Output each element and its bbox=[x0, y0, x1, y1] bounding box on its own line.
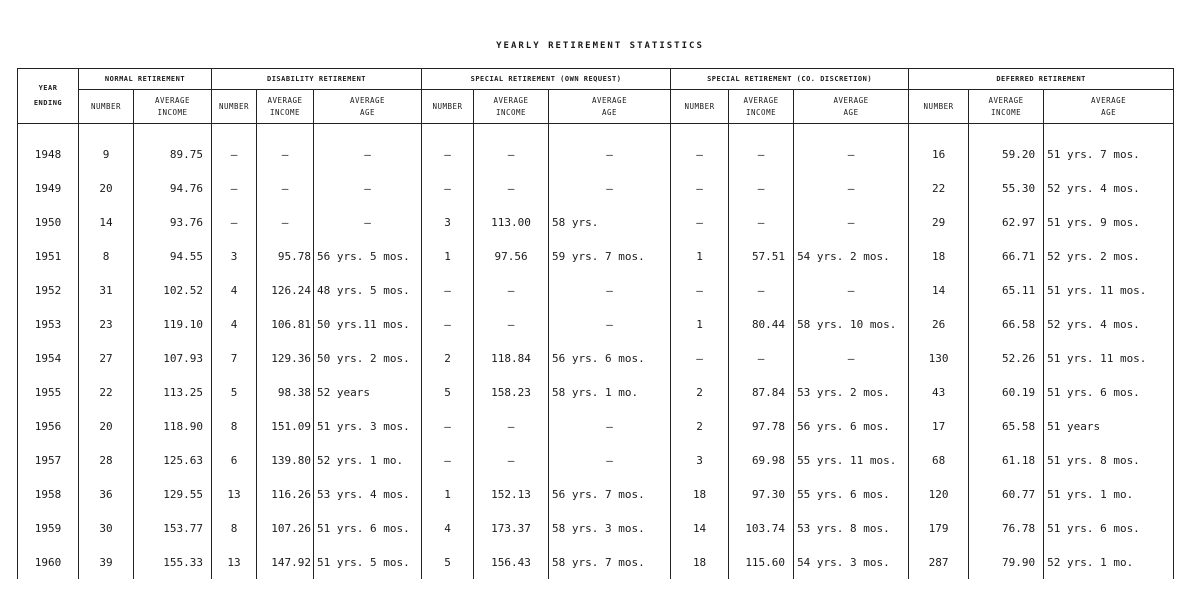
deferred-income-cell: 76.78 bbox=[969, 511, 1044, 545]
normal-number-cell: 30 bbox=[79, 511, 134, 545]
disability-income-cell: – bbox=[257, 137, 314, 171]
co-discretion-number-cell: 1 bbox=[671, 239, 729, 273]
co-discretion-age-cell: – bbox=[794, 137, 909, 171]
co-discretion-income-cell: 97.30 bbox=[729, 477, 794, 511]
normal-number-cell: 31 bbox=[79, 273, 134, 307]
normal-number-cell: 20 bbox=[79, 171, 134, 205]
disability-income-cell: 139.80 bbox=[257, 443, 314, 477]
year-cell: 1948 bbox=[18, 137, 79, 171]
table-row bbox=[18, 205, 1174, 239]
disability-income-cell: 106.81 bbox=[257, 307, 314, 341]
disability-age-cell: 52 yrs. 1 mo. bbox=[314, 443, 422, 477]
own-request-age-cell: 56 yrs. 7 mos. bbox=[549, 477, 671, 511]
normal-number-cell: 27 bbox=[79, 341, 134, 375]
deferred-number-cell: 18 bbox=[909, 239, 969, 273]
own-request-number-cell: 5 bbox=[422, 545, 474, 579]
normal-number-cell: 20 bbox=[79, 409, 134, 443]
own-request-number-cell: 1 bbox=[422, 477, 474, 511]
average-age-column-header: AVERAGE AGE bbox=[794, 90, 909, 124]
co-discretion-income-cell: – bbox=[729, 205, 794, 239]
own-request-number-cell: – bbox=[422, 307, 474, 341]
disability-number-cell: 13 bbox=[212, 545, 257, 579]
own-request-number-cell: 1 bbox=[422, 239, 474, 273]
own-request-number-cell: – bbox=[422, 273, 474, 307]
deferred-age-cell: 51 yrs. 9 mos. bbox=[1044, 205, 1174, 239]
disability-age-cell: 52 years bbox=[314, 375, 422, 409]
deferred-number-cell: 14 bbox=[909, 273, 969, 307]
disability-age-cell: – bbox=[314, 205, 422, 239]
normal-number-cell: 14 bbox=[79, 205, 134, 239]
own-request-number-cell: 2 bbox=[422, 341, 474, 375]
own-request-age-cell: – bbox=[549, 171, 671, 205]
table-row bbox=[18, 341, 1174, 375]
average-age-column-header: AVERAGE AGE bbox=[549, 90, 671, 124]
table-row bbox=[18, 409, 1174, 443]
co-discretion-age-cell: 54 yrs. 3 mos. bbox=[794, 545, 909, 579]
year-cell: 1960 bbox=[18, 545, 79, 579]
co-discretion-income-cell: 57.51 bbox=[729, 239, 794, 273]
table-row bbox=[18, 545, 1174, 579]
deferred-income-cell: 52.26 bbox=[969, 341, 1044, 375]
co-discretion-income-cell: – bbox=[729, 341, 794, 375]
own-request-age-cell: – bbox=[549, 443, 671, 477]
normal-number-cell: 8 bbox=[79, 239, 134, 273]
deferred-number-cell: 17 bbox=[909, 409, 969, 443]
co-discretion-number-cell: 14 bbox=[671, 511, 729, 545]
own-request-number-cell: – bbox=[422, 443, 474, 477]
year-cell: 1955 bbox=[18, 375, 79, 409]
disability-age-cell: 56 yrs. 5 mos. bbox=[314, 239, 422, 273]
disability-income-cell: 147.92 bbox=[257, 545, 314, 579]
disability-number-cell: – bbox=[212, 137, 257, 171]
co-discretion-income-cell: – bbox=[729, 171, 794, 205]
normal-income-cell: 93.76 bbox=[134, 205, 212, 239]
normal-number-cell: 36 bbox=[79, 477, 134, 511]
own-request-age-cell: – bbox=[549, 307, 671, 341]
disability-age-cell: 53 yrs. 4 mos. bbox=[314, 477, 422, 511]
normal-income-cell: 102.52 bbox=[134, 273, 212, 307]
own-request-age-cell: 58 yrs. 3 mos. bbox=[549, 511, 671, 545]
disability-age-cell: – bbox=[314, 171, 422, 205]
average-age-column-header: AVERAGE AGE bbox=[1044, 90, 1174, 124]
own-request-income-cell: 158.23 bbox=[474, 375, 549, 409]
normal-number-cell: 22 bbox=[79, 375, 134, 409]
disability-income-cell: 129.36 bbox=[257, 341, 314, 375]
table-row bbox=[18, 239, 1174, 273]
own-request-income-cell: 113.00 bbox=[474, 205, 549, 239]
deferred-number-cell: 179 bbox=[909, 511, 969, 545]
deferred-age-cell: 51 yrs. 8 mos. bbox=[1044, 443, 1174, 477]
special-co-discretion-header: SPECIAL RETIREMENT (CO. DISCRETION) bbox=[671, 69, 909, 90]
disability-number-cell: 7 bbox=[212, 341, 257, 375]
year-cell: 1959 bbox=[18, 511, 79, 545]
normal-income-cell: 153.77 bbox=[134, 511, 212, 545]
deferred-age-cell: 52 yrs. 2 mos. bbox=[1044, 239, 1174, 273]
deferred-age-cell: 51 yrs. 11 mos. bbox=[1044, 273, 1174, 307]
normal-income-cell: 94.55 bbox=[134, 239, 212, 273]
own-request-income-cell: 97.56 bbox=[474, 239, 549, 273]
average-age-column-header: AVERAGE AGE bbox=[314, 90, 422, 124]
number-column-header: NUMBER bbox=[422, 90, 474, 124]
disability-age-cell: 51 yrs. 3 mos. bbox=[314, 409, 422, 443]
normal-income-cell: 113.25 bbox=[134, 375, 212, 409]
number-column-header: NUMBER bbox=[671, 90, 729, 124]
co-discretion-income-cell: 69.98 bbox=[729, 443, 794, 477]
own-request-income-cell: 173.37 bbox=[474, 511, 549, 545]
document-title: YEARLY RETIREMENT STATISTICS bbox=[496, 41, 704, 51]
table-row bbox=[18, 137, 1174, 171]
own-request-income-cell: – bbox=[474, 137, 549, 171]
co-discretion-age-cell: 55 yrs. 11 mos. bbox=[794, 443, 909, 477]
deferred-income-cell: 60.19 bbox=[969, 375, 1044, 409]
disability-number-cell: 6 bbox=[212, 443, 257, 477]
year-cell: 1950 bbox=[18, 205, 79, 239]
deferred-income-cell: 79.90 bbox=[969, 545, 1044, 579]
table-row bbox=[18, 273, 1174, 307]
co-discretion-age-cell: 53 yrs. 8 mos. bbox=[794, 511, 909, 545]
own-request-income-cell: 152.13 bbox=[474, 477, 549, 511]
deferred-number-cell: 22 bbox=[909, 171, 969, 205]
own-request-income-cell: – bbox=[474, 443, 549, 477]
co-discretion-age-cell: 53 yrs. 2 mos. bbox=[794, 375, 909, 409]
co-discretion-number-cell: 18 bbox=[671, 545, 729, 579]
deferred-income-cell: 61.18 bbox=[969, 443, 1044, 477]
co-discretion-age-cell: – bbox=[794, 273, 909, 307]
co-discretion-number-cell: – bbox=[671, 341, 729, 375]
disability-income-cell: 107.26 bbox=[257, 511, 314, 545]
table-row bbox=[18, 375, 1174, 409]
year-cell: 1957 bbox=[18, 443, 79, 477]
co-discretion-number-cell: 2 bbox=[671, 409, 729, 443]
co-discretion-number-cell: 1 bbox=[671, 307, 729, 341]
co-discretion-income-cell: 103.74 bbox=[729, 511, 794, 545]
deferred-age-cell: 51 yrs. 1 mo. bbox=[1044, 477, 1174, 511]
year-cell: 1952 bbox=[18, 273, 79, 307]
year-cell: 1949 bbox=[18, 171, 79, 205]
disability-number-cell: 4 bbox=[212, 307, 257, 341]
normal-income-cell: 94.76 bbox=[134, 171, 212, 205]
disability-number-cell: 8 bbox=[212, 409, 257, 443]
disability-income-cell: 116.26 bbox=[257, 477, 314, 511]
number-column-header: NUMBER bbox=[909, 90, 969, 124]
normal-retirement-header: NORMAL RETIREMENT bbox=[79, 69, 212, 90]
table-row bbox=[18, 171, 1174, 205]
deferred-age-cell: 51 yrs. 7 mos. bbox=[1044, 137, 1174, 171]
co-discretion-income-cell: – bbox=[729, 273, 794, 307]
average-income-column-header: AVERAGE INCOME bbox=[969, 90, 1044, 124]
own-request-income-cell: – bbox=[474, 409, 549, 443]
co-discretion-number-cell: – bbox=[671, 273, 729, 307]
normal-income-cell: 125.63 bbox=[134, 443, 212, 477]
year-ending-header: YEAR ENDING bbox=[18, 69, 79, 124]
table-row bbox=[18, 511, 1174, 545]
own-request-income-cell: – bbox=[474, 171, 549, 205]
average-income-column-header: AVERAGE INCOME bbox=[257, 90, 314, 124]
own-request-income-cell: 118.84 bbox=[474, 341, 549, 375]
normal-income-cell: 107.93 bbox=[134, 341, 212, 375]
deferred-income-cell: 59.20 bbox=[969, 137, 1044, 171]
co-discretion-number-cell: 18 bbox=[671, 477, 729, 511]
deferred-age-cell: 52 yrs. 4 mos. bbox=[1044, 307, 1174, 341]
disability-income-cell: 126.24 bbox=[257, 273, 314, 307]
own-request-age-cell: 58 yrs. bbox=[549, 205, 671, 239]
deferred-income-cell: 55.30 bbox=[969, 171, 1044, 205]
co-discretion-age-cell: 54 yrs. 2 mos. bbox=[794, 239, 909, 273]
co-discretion-number-cell: – bbox=[671, 137, 729, 171]
number-column-header: NUMBER bbox=[79, 90, 134, 124]
co-discretion-income-cell: 80.44 bbox=[729, 307, 794, 341]
disability-age-cell: 51 yrs. 5 mos. bbox=[314, 545, 422, 579]
co-discretion-number-cell: – bbox=[671, 205, 729, 239]
co-discretion-age-cell: – bbox=[794, 205, 909, 239]
disability-income-cell: – bbox=[257, 171, 314, 205]
average-income-column-header: AVERAGE INCOME bbox=[729, 90, 794, 124]
disability-number-cell: 5 bbox=[212, 375, 257, 409]
own-request-age-cell: – bbox=[549, 273, 671, 307]
own-request-age-cell: 58 yrs. 7 mos. bbox=[549, 545, 671, 579]
co-discretion-income-cell: 87.84 bbox=[729, 375, 794, 409]
special-own-request-header: SPECIAL RETIREMENT (OWN REQUEST) bbox=[422, 69, 671, 90]
deferred-number-cell: 26 bbox=[909, 307, 969, 341]
co-discretion-income-cell: 97.78 bbox=[729, 409, 794, 443]
own-request-number-cell: – bbox=[422, 171, 474, 205]
own-request-income-cell: – bbox=[474, 273, 549, 307]
disability-number-cell: 8 bbox=[212, 511, 257, 545]
disability-number-cell: – bbox=[212, 205, 257, 239]
own-request-age-cell: 56 yrs. 6 mos. bbox=[549, 341, 671, 375]
co-discretion-income-cell: 115.60 bbox=[729, 545, 794, 579]
normal-income-cell: 89.75 bbox=[134, 137, 212, 171]
own-request-income-cell: 156.43 bbox=[474, 545, 549, 579]
co-discretion-number-cell: 3 bbox=[671, 443, 729, 477]
retirement-statistics-table bbox=[17, 68, 1174, 579]
normal-income-cell: 119.10 bbox=[134, 307, 212, 341]
co-discretion-income-cell: – bbox=[729, 137, 794, 171]
co-discretion-age-cell: – bbox=[794, 341, 909, 375]
table-row bbox=[18, 307, 1174, 341]
disability-age-cell: – bbox=[314, 137, 422, 171]
disability-retirement-header: DISABILITY RETIREMENT bbox=[212, 69, 422, 90]
own-request-age-cell: – bbox=[549, 137, 671, 171]
disability-income-cell: 151.09 bbox=[257, 409, 314, 443]
deferred-number-cell: 16 bbox=[909, 137, 969, 171]
co-discretion-number-cell: – bbox=[671, 171, 729, 205]
disability-age-cell: 50 yrs.11 mos. bbox=[314, 307, 422, 341]
year-cell: 1958 bbox=[18, 477, 79, 511]
normal-number-cell: 39 bbox=[79, 545, 134, 579]
deferred-income-cell: 65.58 bbox=[969, 409, 1044, 443]
table-row bbox=[18, 443, 1174, 477]
co-discretion-age-cell: 56 yrs. 6 mos. bbox=[794, 409, 909, 443]
co-discretion-age-cell: – bbox=[794, 171, 909, 205]
disability-income-cell: 95.78 bbox=[257, 239, 314, 273]
disability-income-cell: 98.38 bbox=[257, 375, 314, 409]
disability-number-cell: 3 bbox=[212, 239, 257, 273]
deferred-age-cell: 51 yrs. 6 mos. bbox=[1044, 375, 1174, 409]
deferred-income-cell: 66.71 bbox=[969, 239, 1044, 273]
deferred-age-cell: 52 yrs. 1 mo. bbox=[1044, 545, 1174, 579]
year-cell: 1951 bbox=[18, 239, 79, 273]
deferred-number-cell: 29 bbox=[909, 205, 969, 239]
own-request-age-cell: – bbox=[549, 409, 671, 443]
co-discretion-age-cell: 55 yrs. 6 mos. bbox=[794, 477, 909, 511]
deferred-age-cell: 52 yrs. 4 mos. bbox=[1044, 171, 1174, 205]
average-income-column-header: AVERAGE INCOME bbox=[474, 90, 549, 124]
deferred-number-cell: 287 bbox=[909, 545, 969, 579]
table-row bbox=[18, 477, 1174, 511]
average-income-column-header: AVERAGE INCOME bbox=[134, 90, 212, 124]
number-column-header: NUMBER bbox=[212, 90, 257, 124]
deferred-number-cell: 43 bbox=[909, 375, 969, 409]
deferred-number-cell: 130 bbox=[909, 341, 969, 375]
deferred-age-cell: 51 yrs. 6 mos. bbox=[1044, 511, 1174, 545]
own-request-number-cell: 3 bbox=[422, 205, 474, 239]
disability-age-cell: 51 yrs. 6 mos. bbox=[314, 511, 422, 545]
year-cell: 1954 bbox=[18, 341, 79, 375]
own-request-age-cell: 58 yrs. 1 mo. bbox=[549, 375, 671, 409]
deferred-number-cell: 68 bbox=[909, 443, 969, 477]
normal-number-cell: 23 bbox=[79, 307, 134, 341]
own-request-number-cell: – bbox=[422, 409, 474, 443]
disability-number-cell: 13 bbox=[212, 477, 257, 511]
year-cell: 1956 bbox=[18, 409, 79, 443]
normal-income-cell: 118.90 bbox=[134, 409, 212, 443]
co-discretion-number-cell: 2 bbox=[671, 375, 729, 409]
own-request-number-cell: 5 bbox=[422, 375, 474, 409]
disability-age-cell: 48 yrs. 5 mos. bbox=[314, 273, 422, 307]
deferred-retirement-header: DEFERRED RETIREMENT bbox=[909, 69, 1174, 90]
deferred-income-cell: 62.97 bbox=[969, 205, 1044, 239]
deferred-number-cell: 120 bbox=[909, 477, 969, 511]
normal-number-cell: 28 bbox=[79, 443, 134, 477]
own-request-income-cell: – bbox=[474, 307, 549, 341]
own-request-age-cell: 59 yrs. 7 mos. bbox=[549, 239, 671, 273]
deferred-age-cell: 51 years bbox=[1044, 409, 1174, 443]
normal-income-cell: 155.33 bbox=[134, 545, 212, 579]
deferred-income-cell: 65.11 bbox=[969, 273, 1044, 307]
co-discretion-age-cell: 58 yrs. 10 mos. bbox=[794, 307, 909, 341]
year-cell: 1953 bbox=[18, 307, 79, 341]
own-request-number-cell: 4 bbox=[422, 511, 474, 545]
disability-number-cell: – bbox=[212, 171, 257, 205]
normal-income-cell: 129.55 bbox=[134, 477, 212, 511]
own-request-number-cell: – bbox=[422, 137, 474, 171]
deferred-income-cell: 66.58 bbox=[969, 307, 1044, 341]
disability-number-cell: 4 bbox=[212, 273, 257, 307]
spacer-row bbox=[18, 124, 1174, 138]
normal-number-cell: 9 bbox=[79, 137, 134, 171]
deferred-age-cell: 51 yrs. 11 mos. bbox=[1044, 341, 1174, 375]
disability-age-cell: 50 yrs. 2 mos. bbox=[314, 341, 422, 375]
deferred-income-cell: 60.77 bbox=[969, 477, 1044, 511]
disability-income-cell: – bbox=[257, 205, 314, 239]
